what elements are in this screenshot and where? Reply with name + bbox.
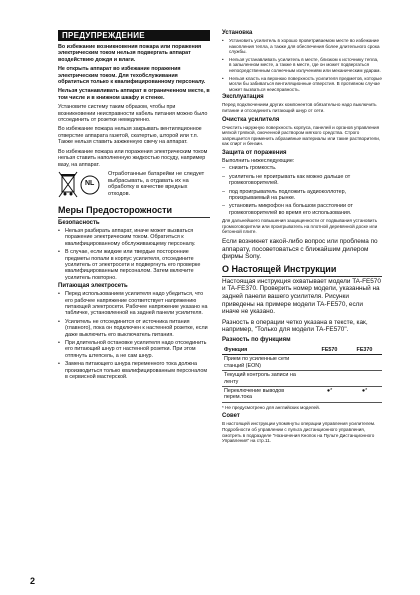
table-row [222,386,382,402]
intro-paragraph-2: Во избежание пожара нельзя закрывать вентиляционное отверстие аппарата газетой, скатертью, шторой или т.п. Также нельзя ставить зажженную свечу на аппарат. [58,126,202,146]
table-header: FE570 [312,346,347,355]
list-item: • Нельзя класть на верхнюю поверхность усилителя предметов, которые могли бы забиваться вентиляционные отверстия. В противном случае может вызваться неисправность. [222,76,382,93]
functions-table [222,346,382,403]
power-title: Питающая электросеть [58,283,128,290]
power-list [58,291,210,380]
safety-list [58,228,210,281]
hearing-note: Для дальнейшего повышения защищенности от подвывания установить громкоговорители или проигрыватель на плотной деревянной доске или бетонной плите. [222,218,378,235]
table-cell: Текущий контроль записи на ленту [222,371,312,387]
divider [58,217,210,218]
table-cell [312,355,347,371]
cleaning-text: Очистить наружную поверхность корпуса, панелей и органов управления мягкой тряпкой, смоченной раствором мягкого средства. Строго запрещается применить абразивные материалы или такие растворители, как спирт и бензин. [222,124,381,147]
table-cell: Прием по усиленные сети станций (EON) [222,355,312,371]
list-item: – усилитель не проигрывать как можно дальше от громкоговорителей. [222,174,382,187]
hearing-title: Защита от поражения [222,149,287,156]
cleaning-title: Очистка усилителя [222,116,280,123]
contact-text: Если возникнет какой-либо вопрос или проблема по аппарату, посоветоваться с ближайшим дилером фирмы Sony. [222,237,378,261]
manual-para-1: Настоящая инструкция охватывает модели TA-FE570 и TA-FE370. Проверить номер модели, указанный на задней панели вашего усилителя. Рисунки приведены на примере модели TA-FE570, если иначе не указано. [222,277,381,316]
intro-paragraph-1: Установите систему таким образом, чтобы при возникновении неисправности кабель питания можно было отсоединить от розетки немедленно. [58,104,208,124]
warning-2: Не открыть аппарат во избежание поражения электрическим током. Для техобслуживания обратиться только к квалифицированному персоналу. [58,66,206,86]
list-item: • Перед использованием усилителя надо убедиться, что его рабочее напряжение соответствует напряжению питающей электросети. Рабочее напряжение указано на табличке, установленной на задней панели усилителя. [58,291,210,317]
page-number: 2 [30,576,36,586]
warning-3: Нельзя устанавливать аппарат в ограниченном месте, в том числе и в книжном шкафу и стенке. [58,88,210,101]
list-item: • Замена питающего шнура переменного тока должна производиться только квалифицированным персоналом в сервисной мастерской. [58,361,210,380]
functions-footnote: * Не предусмотрено для английских моделей. [222,404,320,410]
list-item: • Установить усилитель в хорошо проветриваемом месте во избежание накопления тепла, а также для обеспечения более длительного срока службы. [222,38,382,55]
installation-list [222,38,382,92]
list-item: • Нельзя устанавливать усилитель в месте, близком к источнику тепла, в запыленном месте, а также в месте, где он может подвергаться непосредственным солнечным излучениям или механическим ударам. [222,57,382,74]
manual-title: О Настоящей Инструкции [222,263,337,274]
operation-title: Эксплуатация [222,94,264,101]
precautions-title: Меры Предосторожности [58,204,173,215]
table-row [222,371,382,387]
hearing-intro: Выполнить нижеследующие: [222,157,295,164]
operation-text: Перед подключением других компонентов обязательно надо выключить питание и отсоединить питающий шнур от сети. [222,102,377,113]
intro-paragraph-3: Во избежание пожара или поражения электрическим током нельзя ставить наполненную жидкостью посуду, например вазу, на аппарат. [58,148,208,168]
battery-note-block [58,171,210,201]
left-column [58,44,210,382]
warning-1: Во избежание возникновения пожара или поражения электрическим током нельзя подвергать аппарат воздействию дождя и влаги. [58,44,202,63]
list-item: – снизить громкость. [222,165,382,171]
right-column [222,28,382,447]
table-cell: ●* [347,386,382,402]
list-item: • Усилитель не отсоединится от источника питания (главного), пока он подключен к настенной розетке, если даже выключить его выключатель питания. [58,319,210,338]
table-header: Функция [222,346,312,355]
warning-banner: ПРЕДУПРЕЖДЕНИЕ [58,30,210,41]
installation-title: Установка [222,30,253,36]
battery-note-text: Отработанные батарейки не следует выбрасывать, а отдавать их на обработку в качестве вредных отходов. [108,170,205,197]
tip-title: Совет [222,413,240,420]
table-cell [312,371,347,387]
list-item: – установить микрофон на большом расстоянии от громкоговорителей во время его использования. [222,203,382,216]
list-item: • Нельзя разбирать аппарат, иначе может вызваться поражение электрическим током. Обратиться к квалифицированному обслуживающему персоналу. [58,228,210,247]
hearing-list [222,165,382,216]
table-cell [347,371,382,387]
table-cell [347,355,382,371]
divider [222,276,382,277]
tip-text: В настоящей инструкции упомянуты операции управления усилителем. Подробности об управлении с пульта дистанционного управления, смотреть в подразделе "Назначения Кнопок на Пульте Дистанционного Управления" на стр.11. [222,421,376,444]
table-cell: Переключение выводов перем.тока [222,386,312,402]
table-header-row [222,346,382,355]
battery-logo-text: NL [85,179,95,187]
table-header: FE370 [347,346,382,355]
table-cell: ●* [312,386,347,402]
table-row [222,355,382,371]
safety-title: Безопасность [58,219,100,226]
functions-title: Разность по функциям [222,336,291,343]
manual-para-2: Разность в операции четко указана в тексте, как, например, "Только для модели TA-FE570". [222,318,368,334]
list-item: • При длительной остановке усилителя надо отсоединить его питающий шнур от настенной розетки. При этом отпянуть штепсель, а не сам шнур. [58,340,210,359]
recycle-bin-crossed-icon [58,171,102,201]
list-item: • В случае, если жидкие или твердые посторонние предметы попали в корпус усилителя, отсоедините усилитель от электросети и подвергнуть его проверке квалифицированным персоналом. Затем включите усилитель повторно. [58,249,210,281]
list-item: – под проигрыватель подложить аудиоколлотер, произрываемый на рынке. [222,189,382,202]
